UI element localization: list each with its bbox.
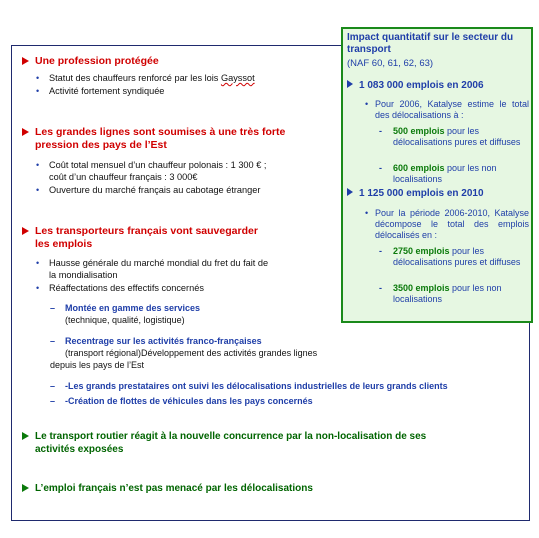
bullet-item: [36, 258, 336, 281]
box-number: 2750 emplois: [393, 246, 450, 256]
bullet-text-line1: Coût total mensuel d’un chauffeur polonais : 1 300 € ;: [49, 160, 267, 170]
dash-icon: -: [379, 163, 382, 173]
bullet-text-line2: la mondialisation: [49, 269, 118, 280]
dash-item: [50, 303, 330, 326]
continuation-text: depuis les pays de l’Est: [50, 360, 145, 370]
box-bullet: [365, 99, 529, 121]
box-dash: [379, 246, 529, 268]
bullet-icon: •: [365, 208, 369, 218]
section-title-line1: Les grandes lignes sont soumises à une très forte: [35, 126, 286, 138]
bullet-item: [36, 86, 326, 98]
red-triangle-icon: [22, 57, 29, 65]
dash-item: [50, 336, 350, 359]
bullet-icon: •: [36, 160, 40, 170]
section-title-line1: Les transporteurs français vont sauvegarder: [35, 225, 258, 237]
blue-triangle-icon: [347, 80, 353, 88]
bullet-text: Statut des chauffeurs renforcé par les lois: [49, 73, 221, 83]
green-triangle-icon: [22, 484, 29, 492]
dash-item: [50, 396, 520, 408]
red-triangle-icon: [22, 128, 29, 136]
box-subtitle: (NAF 60, 61, 62, 63): [347, 58, 434, 69]
box-dash-text: pour les délocalisations pures et diffuses: [393, 126, 521, 147]
bullet-icon: •: [36, 283, 40, 293]
section-not-threatened: [25, 482, 520, 495]
section-east-pressure: [25, 126, 285, 152]
bullet-text: Réaffectations des effectifs concernés: [49, 283, 204, 293]
dash-item: [50, 381, 520, 393]
box-main-item: [347, 188, 484, 200]
green-triangle-icon: [22, 432, 29, 440]
box-number: 3500 emplois: [393, 283, 450, 293]
section-protected-profession: [25, 55, 159, 68]
section-title-line2: activités exposées: [35, 444, 124, 455]
section-title-line2: les emplois: [35, 238, 93, 250]
bullet-text-line1: Hausse générale du marché mondial du fret du fait de: [49, 258, 269, 268]
section-non-localisation: [25, 430, 520, 456]
dash-subtext: (technique, qualité, logistique): [65, 314, 185, 325]
dash-icon: –: [50, 303, 56, 313]
bullet-icon: •: [36, 185, 40, 195]
dash-heading: -Les grands prestataires ont suivi les délocalisations industrielles de leurs grands clients: [65, 381, 448, 391]
bullet-text: Ouverture du marché français au cabotage étranger: [49, 185, 261, 195]
red-triangle-icon: [22, 227, 29, 235]
bullet-item: [36, 160, 336, 183]
box-dash-text: pour les délocalisations pures et diffuses: [393, 246, 521, 267]
section-title: L’emploi français n’est pas menacé par les délocalisations: [35, 483, 313, 494]
dash-subtext: (transport régional)Développement des activités grandes lignes: [65, 347, 318, 358]
dash-icon: –: [50, 336, 56, 346]
dash-icon: -: [379, 246, 382, 256]
section-save-jobs: [25, 225, 258, 251]
dash-icon: -: [379, 283, 382, 293]
dash-heading: Montée en gamme des services: [65, 303, 201, 313]
box-dash: [379, 283, 529, 305]
box-dash-text: pour les non localisations: [393, 163, 497, 184]
section-title-line1: Le transport routier réagit à la nouvelle concurrence par la non-localisation de ses: [35, 431, 427, 442]
bullet-item: [36, 73, 326, 85]
box-number: 500 emplois: [393, 126, 445, 136]
bullet-icon: •: [36, 86, 40, 96]
dash-icon: –: [50, 381, 56, 391]
box-main-text: 1 083 000 emplois en 2006: [359, 80, 484, 91]
bullet-icon: •: [365, 99, 369, 109]
bullet-item: [36, 283, 336, 295]
section-title-line2: pression des pays de l’Est: [35, 139, 167, 151]
section-title: Une profession protégée: [35, 55, 159, 67]
bullet-icon: •: [36, 73, 40, 83]
box-title: Impact quantitatif sur le secteur du transport: [347, 32, 514, 55]
box-main-text: 1 125 000 emplois en 2010: [359, 188, 484, 199]
box-dash-text: pour les non localisations: [393, 283, 502, 304]
box-bullet-text: Pour 2006, Katalyse estime le total des délocalisations à :: [375, 99, 529, 120]
bullet-text: Activité fortement syndiquée: [49, 86, 165, 96]
bullet-icon: •: [36, 258, 40, 268]
bullet-text-underlined: Gayssot: [220, 73, 255, 83]
dash-heading: Recentrage sur les activités franco-françaises: [65, 336, 262, 346]
bullet-text-line2: coût d’un chauffeur français : 3 000€: [49, 171, 198, 182]
box-bullet-text: Pour la période 2006-2010, Katalyse décompose le total des emplois délocalisés en :: [375, 208, 529, 240]
box-main-item: [347, 80, 484, 92]
box-number: 600 emplois: [393, 163, 445, 173]
dash-heading: -Création de flottes de véhicules dans les pays concernés: [65, 396, 313, 406]
box-dash: [379, 163, 529, 185]
blue-triangle-icon: [347, 188, 353, 196]
box-dash: [379, 126, 529, 148]
dash-icon: -: [379, 126, 382, 136]
bullet-item: [36, 185, 336, 197]
impact-box: [341, 27, 533, 323]
box-bullet: [365, 208, 529, 241]
dash-icon: –: [50, 396, 56, 406]
